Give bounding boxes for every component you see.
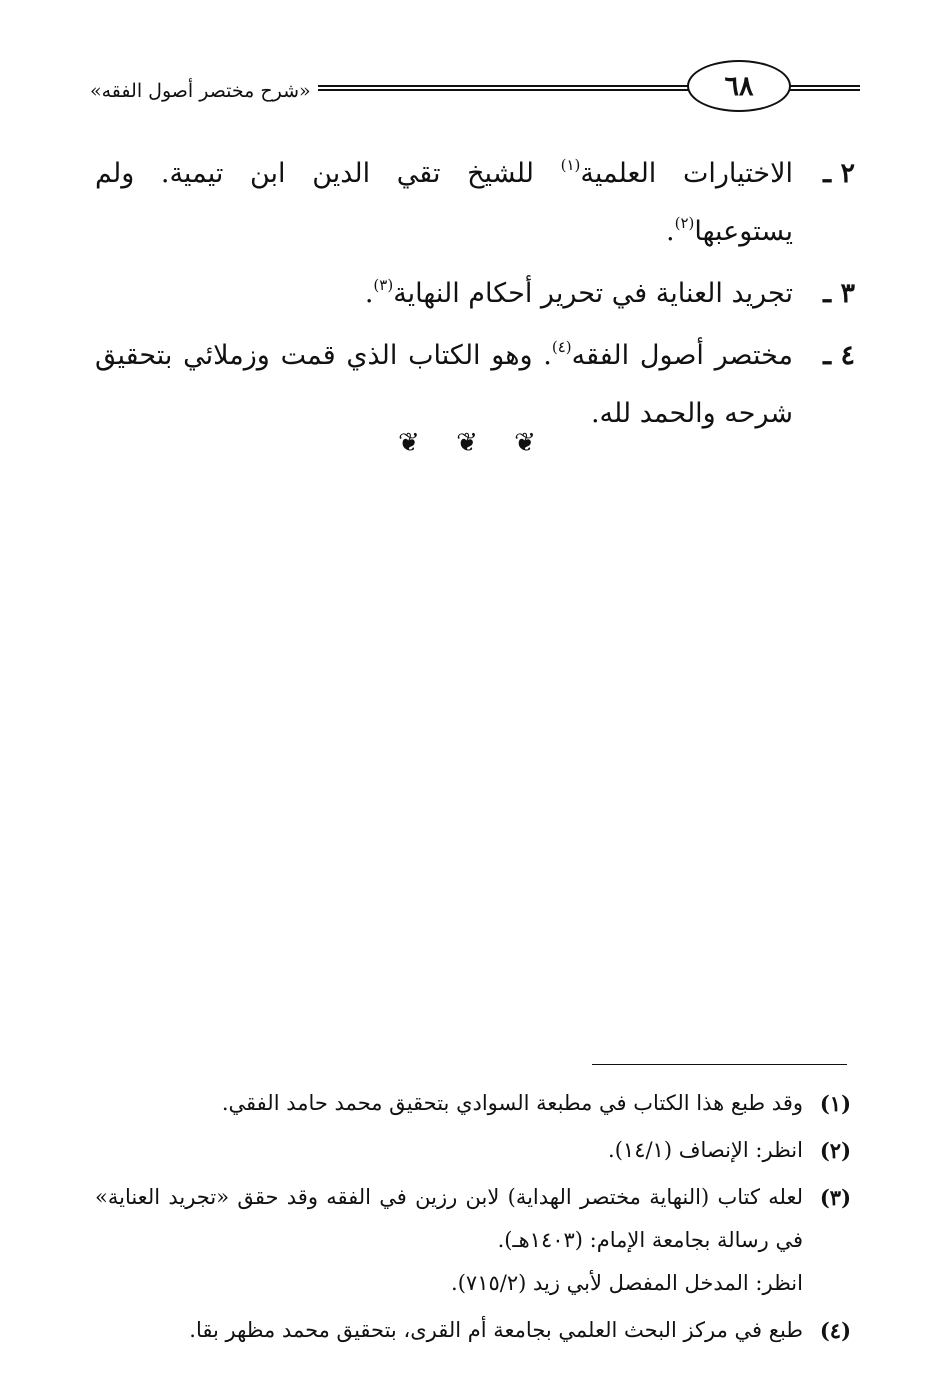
- page-header: [60, 52, 860, 122]
- page-number: ٦٨: [687, 60, 791, 112]
- main-list: [95, 145, 855, 447]
- footnote: [95, 1309, 851, 1352]
- footnote-ref: (١): [560, 156, 581, 174]
- item-text: الاختيارات العلمية$^{(١)}$ للشيخ تقي الدين ابن تيمية. ولم يستوعبها$^{(٢)}$.: [95, 156, 794, 247]
- footnote-text: انظر: المدخل المفصل لأبي زيد (٧١٥/٢).: [451, 1271, 803, 1295]
- footnote-ref: (٢): [674, 214, 695, 232]
- footnote-separator: [592, 1064, 847, 1065]
- footnote-text: لعله كتاب (النهاية مختصر الهداية) لابن رزين في الفقه وقد حقق «تجريد العناية» في رسالة بجامعة الإمام: (١٤٠٣هـ).: [95, 1185, 803, 1252]
- list-item: [95, 145, 855, 261]
- footnote-text: انظر: الإنصاف (١٤/١).: [608, 1138, 803, 1162]
- footnote-number: (٣): [819, 1185, 851, 1210]
- footnote-number: (١): [819, 1091, 851, 1116]
- footnote-text: طبع في مركز البحث العلمي بجامعة أم القرى، بتحقيق محمد مظهر بقا.: [189, 1318, 803, 1342]
- footnote-ref: (٣): [373, 276, 394, 294]
- footnote-ref: (٤): [551, 338, 572, 356]
- list-item: [95, 327, 855, 443]
- footnote: [95, 1082, 851, 1125]
- item-number: ٣ ـ: [823, 278, 855, 309]
- footnotes: [95, 1082, 851, 1356]
- ornament-divider: ❦ ❦ ❦: [398, 428, 550, 458]
- footnote: [95, 1176, 851, 1305]
- list-item: [95, 265, 855, 323]
- footnote-number: (٢): [819, 1138, 851, 1163]
- running-title: «شرح مختصر أصول الفقه»: [90, 80, 311, 102]
- item-text: تجريد العناية في تحرير أحكام النهاية$^{(٣)}$.: [364, 276, 793, 309]
- footnote-number: (٤): [819, 1318, 851, 1343]
- item-number: ٢ ـ: [823, 158, 855, 189]
- item-number: ٤ ـ: [823, 340, 855, 371]
- item-text: مختصر أصول الفقه$^{(٤)}$. وهو الكتاب الذي قمت وزملائي بتحقيق شرحه والحمد لله.: [95, 338, 793, 429]
- footnote: [95, 1129, 851, 1172]
- footnote-text: وقد طبع هذا الكتاب في مطبعة السوادي بتحقيق محمد حامد الفقي.: [221, 1091, 803, 1115]
